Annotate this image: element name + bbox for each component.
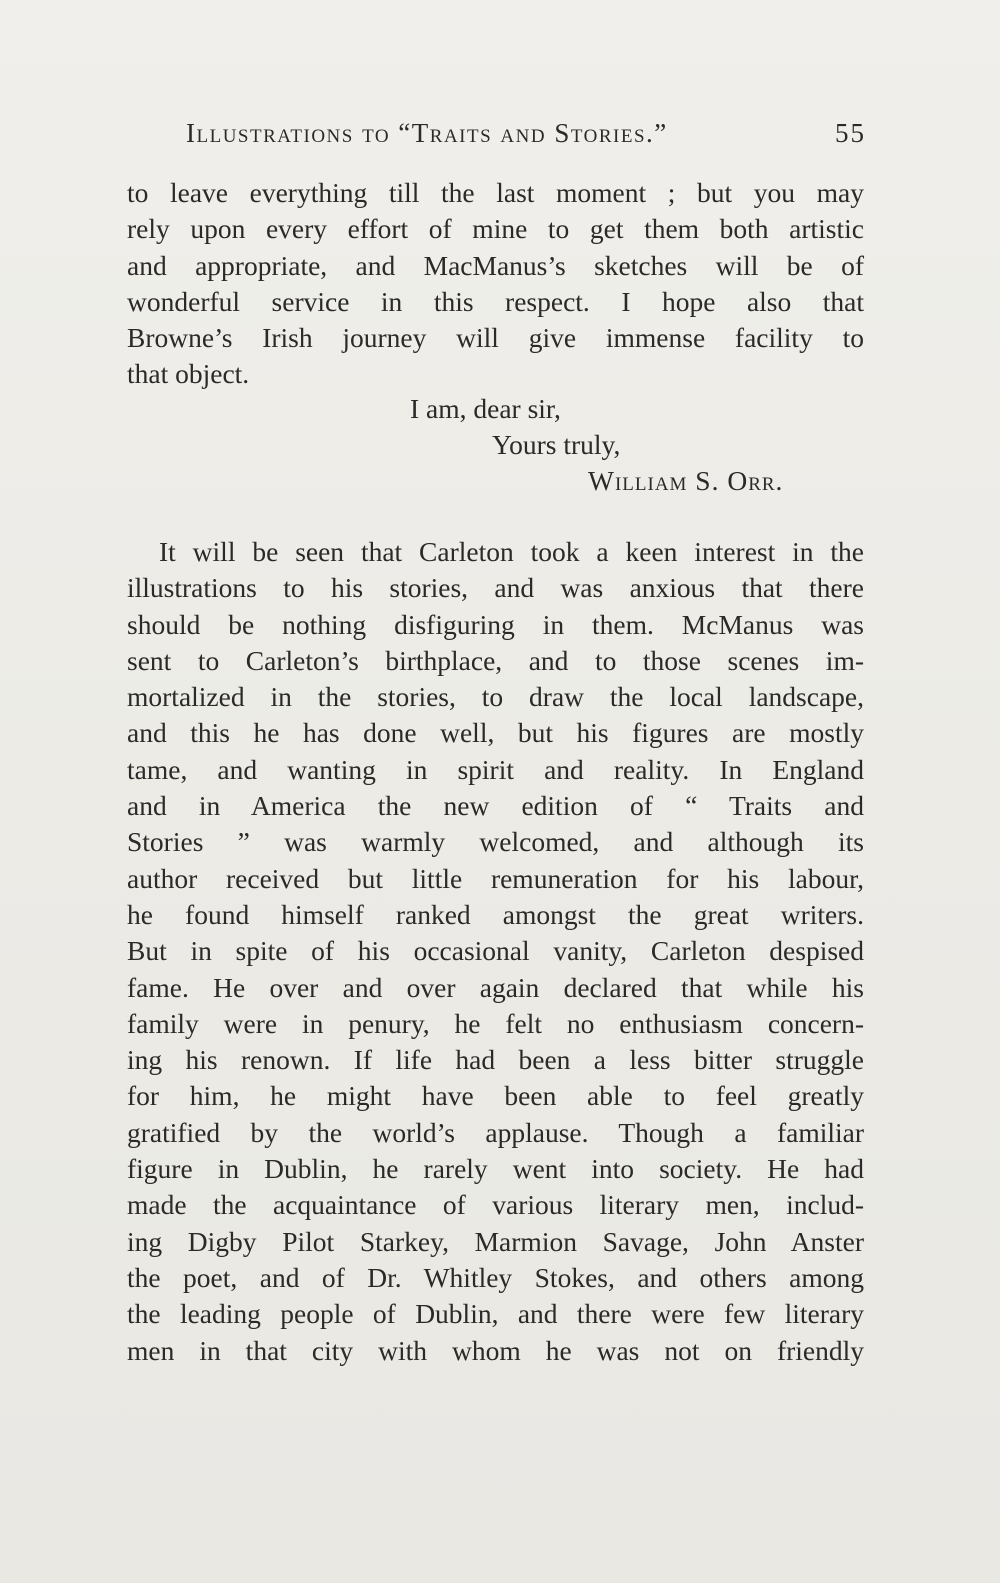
text-line: ing Digby Pilot Starkey, Marmion Savage, John Anster <box>127 1225 864 1257</box>
text-line: Stories ” was warmly welcomed, and although its <box>127 826 864 858</box>
text-line: the poet, and of Dr. Whitley Stokes, and others among <box>127 1261 864 1293</box>
text-line: fame. He over and over again declared that while his <box>127 971 864 1003</box>
body-paragraph <box>127 534 864 1369</box>
letter-salutation: Yours truly, <box>492 429 621 460</box>
text-line: ing his renown. If life had been a less bitter struggle <box>127 1044 864 1076</box>
text-line: for him, he might have been able to feel greatly <box>127 1080 864 1112</box>
text-line: gratified by the world’s applause. Though a familiar <box>127 1116 864 1148</box>
text-line: should be nothing disfiguring in them. McManus was <box>127 608 864 640</box>
running-header <box>186 118 866 149</box>
text-line: author received but little remuneration for his labour, <box>127 862 864 894</box>
text-line: mortalized in the stories, to draw the local landscape, <box>127 681 864 713</box>
letter-text <box>127 175 864 393</box>
text-line: illustrations to his stories, and was anxious that there <box>127 572 864 604</box>
running-title: Illustrations to “Traits and Stories.” <box>186 118 668 148</box>
text-line: family were in penury, he felt no enthusiasm concern- <box>127 1007 864 1039</box>
text-line: It will be seen that Carleton took a keen interest in the <box>159 536 864 567</box>
text-line: rely upon every effort of mine to get them both artistic <box>127 213 864 245</box>
text-line: and appropriate, and MacManus’s sketches will be of <box>127 249 864 281</box>
text-line: and in America the new edition of “ Traits and <box>127 790 864 822</box>
letter-closing: I am, dear sir, <box>410 393 561 424</box>
text-line: men in that city with whom he was not on friendly <box>127 1334 864 1366</box>
text-line: figure in Dublin, he rarely went into society. He had <box>127 1153 864 1185</box>
text-line: made the acquaintance of various literary men, includ- <box>127 1189 864 1221</box>
text-line: that object. <box>127 358 250 390</box>
text-line: to leave everything till the last moment ; but you may <box>127 177 864 208</box>
text-line: he found himself ranked amongst the great writers. <box>127 898 864 930</box>
text-line: tame, and wanting in spirit and reality. In England <box>127 753 864 785</box>
page-number: 55 <box>835 118 866 148</box>
text-line: the leading people of Dublin, and there were few literary <box>127 1298 864 1330</box>
text-line: Browne’s Irish journey will give immense facility to <box>127 322 864 354</box>
text-line: and this he has done well, but his figures are mostly <box>127 717 864 749</box>
text-line: sent to Carleton’s birthplace, and to those scenes im- <box>127 644 864 676</box>
letter-signature: William S. Orr. <box>588 465 784 496</box>
text-line: wonderful service in this respect. I hope also that <box>127 285 864 317</box>
text-line: But in spite of his occasional vanity, Carleton despised <box>127 935 864 967</box>
